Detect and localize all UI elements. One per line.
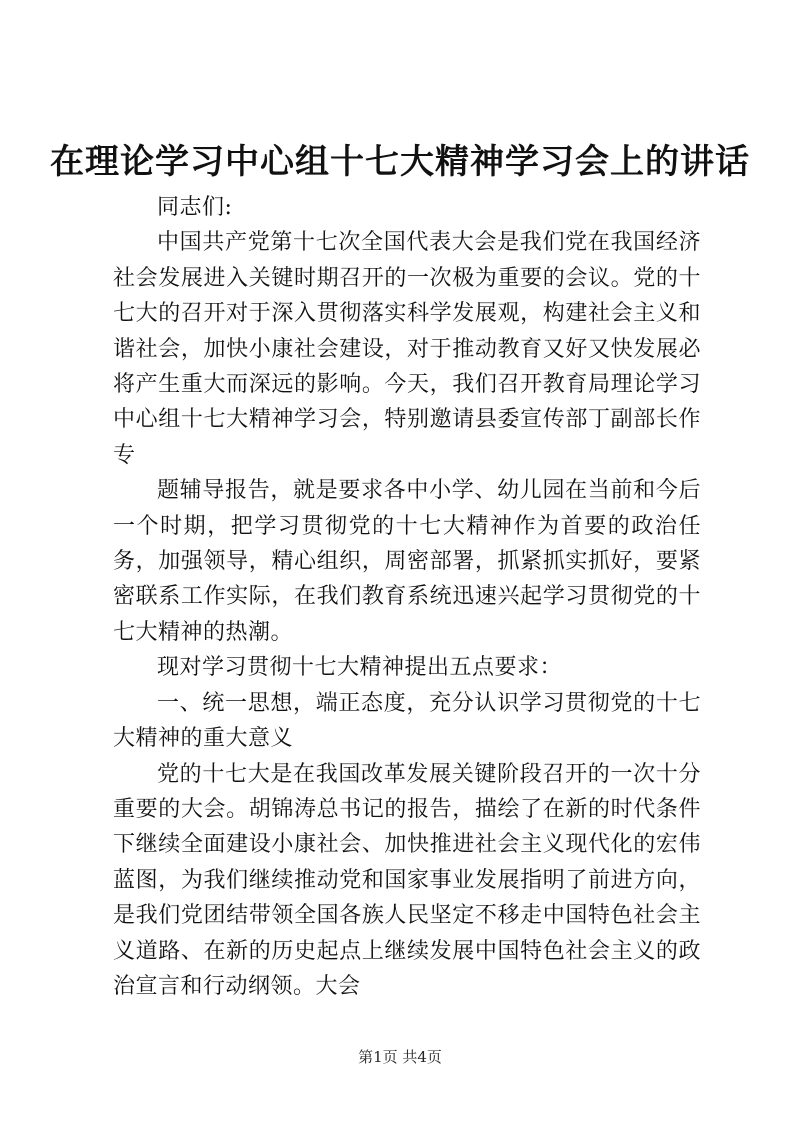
document-body	[113, 190, 701, 1004]
paragraph-significance: 党的十七大是在我国改革发展关键阶段召开的一次十分重要的大会。胡锦涛总书记的报告，描绘了在新的时代条件下继续全面建设小康社会、加快推进社会主义现代化的宏伟蓝图，为我们继续推动党和国家事业发展指明了前进方向，是我们党团结带领全国各族人民坚定不移走中国特色社会主义道路、在新的历史起点上继续发展中国特色社会主义的政治宣言和行动纲领。大会	[113, 761, 701, 999]
section-heading-one: 一、统一思想，端正态度，充分认识学习贯彻党的十七大精神的重大意义	[113, 690, 701, 752]
paragraph-intro: 中国共产党第十七次全国代表大会是我们党在我国经济社会发展进入关键时期召开的一次极为重要的会议。党的十七大的召开对于深入贯彻落实科学发展观，构建社会主义和谐社会，加快小康社会建设，对于推动教育又好又快发展必将产生重大而深远的影响。今天，我们召开教育局理论学习中心组十七大精神学习会，特别邀请县委宣传部丁副部长作专	[113, 230, 701, 468]
document-title: 在理论学习中心组十七大精神学习会上的讲话	[50, 142, 750, 182]
paragraph-report: 题辅导报告，就是要求各中小学、幼儿园在当前和今后一个时期，把学习贯彻党的十七大精神作为首要的政治任务，加强领导，精心组织，周密部署，抓紧抓实抓好，要紧密联系工作实际，在我们教育系统迅速兴起学习贯彻党的十七大精神的热潮。	[113, 478, 701, 645]
page-number-footer: 第1页 共4页	[358, 1048, 442, 1066]
paragraph-requirements-lead: 现对学习贯彻十七大精神提出五点要求：	[157, 655, 563, 681]
paragraph-salutation: 同志们:	[157, 195, 233, 220]
